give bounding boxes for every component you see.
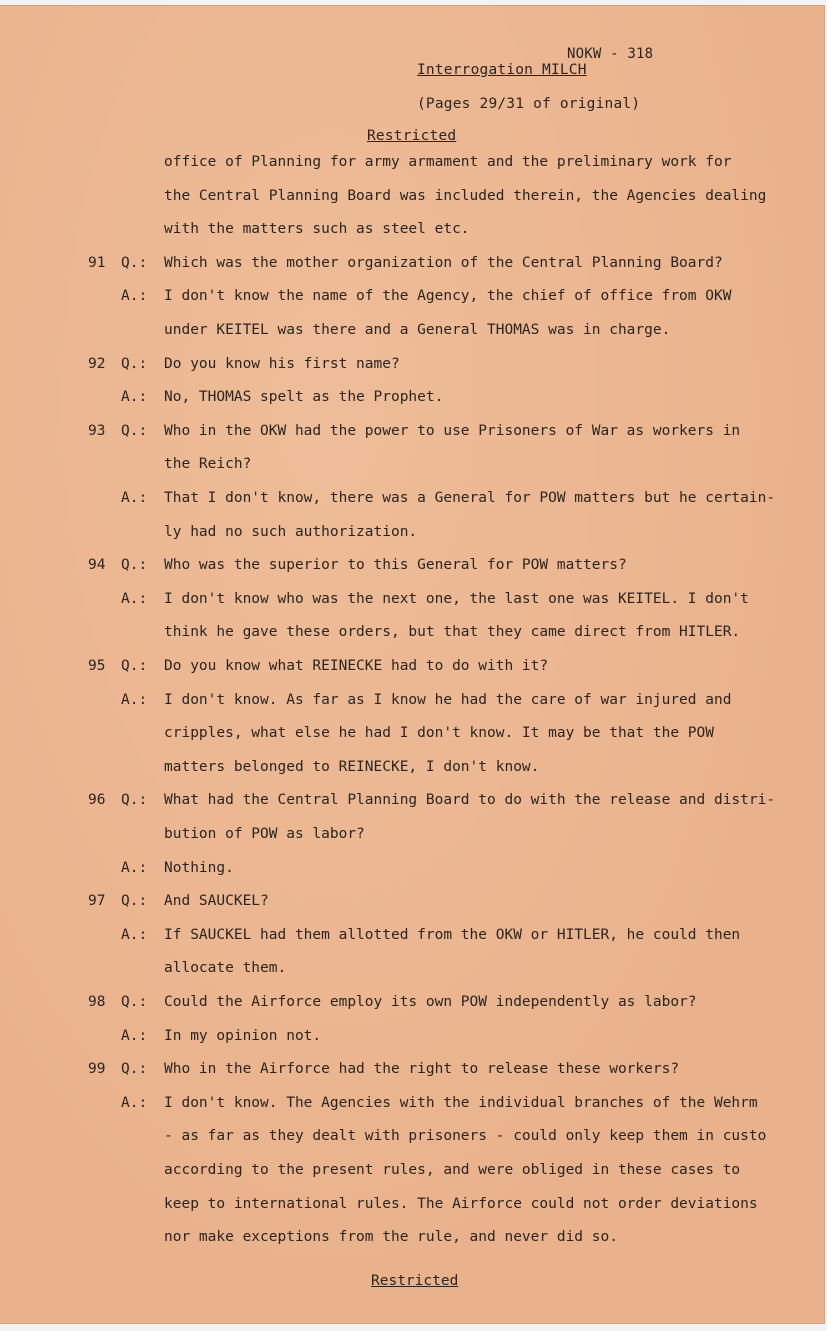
question-number: 95 (88, 658, 106, 674)
question-number: 96 (88, 792, 106, 809)
answer-text: according to the present rules, and were obliged in these cases to (164, 1162, 741, 1178)
question-label: Q.: (121, 254, 148, 271)
answer-label: A.: (121, 590, 148, 607)
answer-text: If SAUCKEL had them allotted from the OKW or HITLER, he could then (164, 926, 741, 943)
question-text: Who was the superior to this General for POW matters? (164, 557, 627, 574)
answer-text: - as far as they dealt with prisoners - could only keep them in custo (164, 1128, 767, 1145)
answer-text: nor make exceptions from the rule, and never did so. (164, 1229, 618, 1246)
answer-text: keep to international rules. The Airforce could not order deviations (164, 1195, 758, 1212)
answer-label: A.: (121, 859, 148, 876)
question-text: the Reich? (164, 456, 252, 473)
answer-label: A.: (121, 691, 148, 708)
answer-text: allocate them. (164, 960, 287, 977)
answer-text: matters belonged to REINECKE, I don't know. (164, 758, 540, 775)
answer-text: I don't know the name of the Agency, the chief of office from OKW (164, 288, 732, 305)
question-number: 91 (88, 254, 106, 271)
document-page (0, 6, 824, 1323)
classification-footer: Restricted (371, 1273, 459, 1289)
question-label: Q.: (121, 792, 148, 809)
question-label: Q.: (121, 893, 148, 910)
continuation-line: office of Planning for army armament and the preliminary work for (164, 154, 732, 170)
question-text: What had the Central Planning Board to do with the release and distri- (164, 792, 776, 809)
answer-label: A.: (121, 389, 148, 406)
continuation-line: with the matters such as steel etc. (164, 221, 470, 238)
answer-text: That I don't know, there was a General for POW matters but he certain- (164, 490, 776, 506)
answer-text: Nothing. (164, 859, 234, 876)
answer-label: A.: (121, 288, 148, 305)
question-number: 97 (88, 893, 106, 910)
question-text: Do you know what REINECKE had to do with it? (164, 658, 549, 674)
answer-label: A.: (121, 1094, 148, 1111)
question-number: 93 (88, 422, 106, 439)
answer-text: No, THOMAS spelt as the Prophet. (164, 389, 444, 406)
answer-text: cripples, what else he had I don't know. It may be that the POW (164, 725, 714, 742)
answer-text: I don't know. The Agencies with the individual branches of the Wehrm (164, 1094, 758, 1111)
question-text: And SAUCKEL? (164, 893, 269, 910)
question-number: 92 (88, 355, 106, 372)
question-text: Do you know his first name? (164, 355, 400, 372)
document-number: NOKW - 318 (567, 46, 654, 62)
answer-text: I don't know who was the next one, the last one was KEITEL. I don't (164, 590, 749, 607)
answer-text: In my opinion not. (164, 1027, 322, 1044)
classification-header: Restricted (367, 128, 457, 144)
question-text: Could the Airforce employ its own POW independently as labor? (164, 994, 697, 1010)
answer-text: I don't know. As far as I know he had the care of war injured and (164, 691, 732, 708)
question-text: Which was the mother organization of the Central Planning Board? (164, 254, 723, 271)
answer-text: ly had no such authorization. (164, 523, 418, 540)
question-label: Q.: (121, 658, 148, 674)
answer-text: think he gave these orders, but that they came direct from HITLER. (164, 624, 741, 641)
question-number: 94 (88, 557, 106, 574)
answer-label: A.: (121, 926, 148, 943)
answer-text: under KEITEL was there and a General THOMAS was in charge. (164, 322, 671, 338)
question-label: Q.: (121, 994, 148, 1010)
document-title: Interrogation MILCH (417, 62, 587, 78)
question-label: Q.: (121, 557, 148, 574)
question-label: Q.: (121, 1061, 148, 1078)
question-text: bution of POW as labor? (164, 826, 365, 842)
answer-label: A.: (121, 1027, 148, 1044)
continuation-line: the Central Planning Board was included therein, the Agencies dealing (164, 187, 767, 204)
page-range: (Pages 29/31 of original) (417, 96, 641, 112)
question-label: Q.: (121, 355, 148, 372)
question-text: Who in the OKW had the power to use Prisoners of War as workers in (164, 422, 741, 439)
answer-label: A.: (121, 490, 148, 506)
question-label: Q.: (121, 422, 148, 439)
question-text: Who in the Airforce had the right to release these workers? (164, 1061, 680, 1078)
question-number: 98 (88, 994, 106, 1010)
question-number: 99 (88, 1061, 106, 1078)
